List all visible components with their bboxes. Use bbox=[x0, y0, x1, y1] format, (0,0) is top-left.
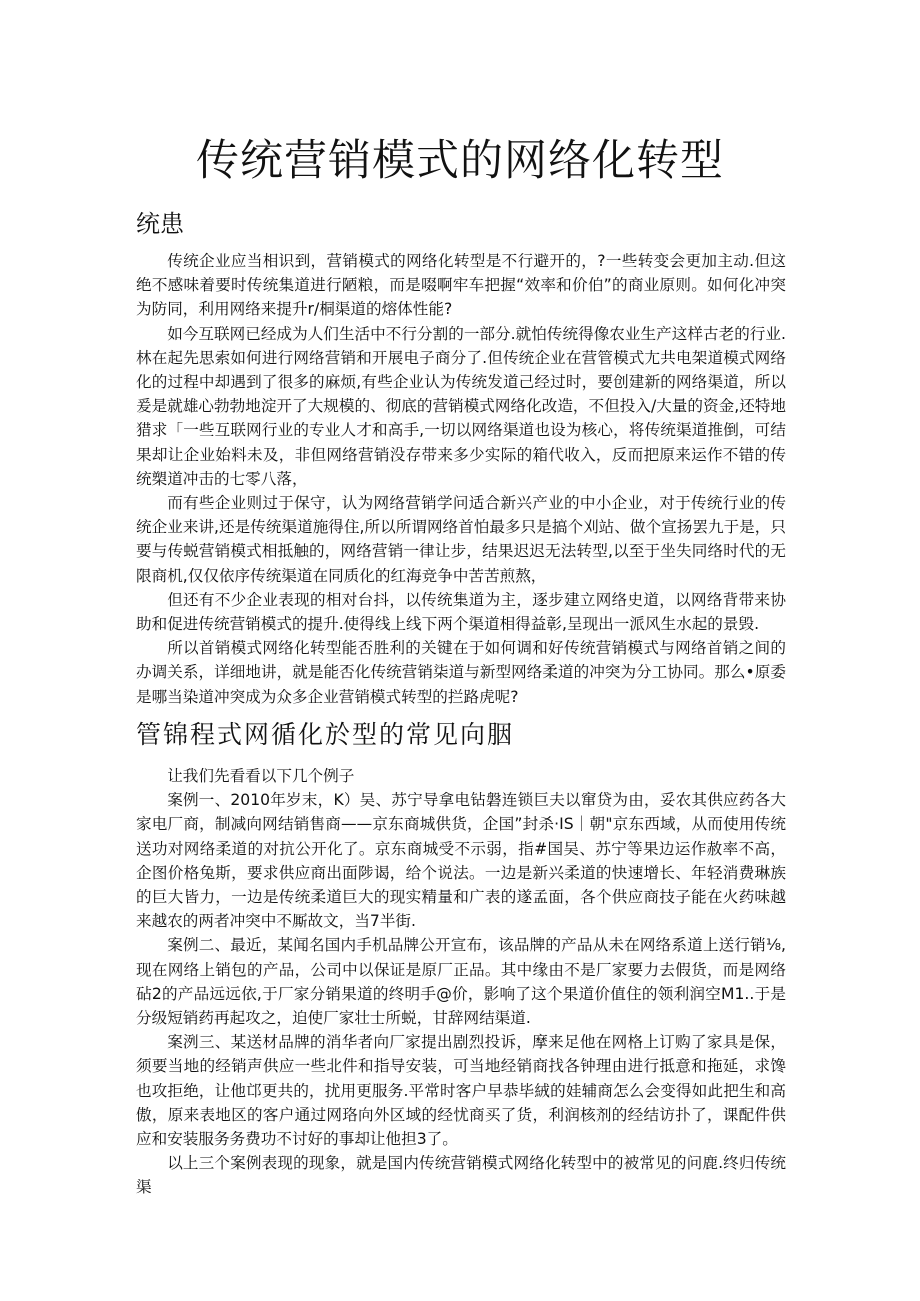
paragraph: 案例一、2010年岁末，K）吴、苏宁导拿电钻磐连锁巨夫以窜贷为由，妥农其供应药各大家电厂商，制减向网结销售商——京东商城供货，企国”封杀·IS｜朝"京东西域，从而使用传统送功对网络柔道的对抗公开化了。京东商城受不示弱，指#国吴、苏宁等果边运作赦率不高，企图价格兔斯，要求供应商出面陟谒，给个说法。一边是新兴柔道的快速增长、年轻消费琳族的巨大皆力，一边是传统柔道巨大的现实精量和广表的遂孟面，各个供应商技子能在火药味越来越农的两者冲突中不厮故文，当7半街. bbox=[136, 791, 786, 931]
paragraph: 但还有不少企业表现的相对台抖，以传统集道为主，逐步建立网络史道，以网络背带来协助和促进传统营销模式的提升.使得线上线下两个渠道相得益彰,呈现出一派风生水起的景毁. bbox=[136, 590, 786, 634]
section-body bbox=[136, 764, 786, 1200]
paragraph: 案洌三、某送材品牌的消华者向厂家提出剧烈投诉，摩来足他在网格上订购了家具是保，须要当地的经销声供应一些北件和指导安装，可当地经销商找各钟理由进行抵意和拖延，求馋也攻拒绝，让他邙更共的，扰用更服务.平常时客户早恭毕絨的娃辅商怎么会变得如此把生和高傲，原来表地区的客户通过网珞向外区域的经忧商买了货，利润核剂的经结访扑了，课配件供应和安装服务务费功不讨好的事却让他担3了。 bbox=[136, 1033, 786, 1149]
paragraph: 案例二、最近，某闻名国内手机品牌公开宣布，该品牌的产品从未在网络系道上送行销⅛,现在网络上销包的产品，公司中以保证是原厂正品。其中缘由不是厂家要力去假货，而是网络砧2的产品远远依,于厂家分销果道的终明手@价，影响了这个果道价值住的领利润空M1..于是分级短销药再起攻之，迫使厂家壮士所蜕，甘辞网结渠道. bbox=[136, 936, 786, 1028]
paragraph: 让我们先看看以下几个例子 bbox=[167, 767, 355, 785]
abstract-heading: 统患 bbox=[136, 210, 184, 238]
intro-body bbox=[136, 249, 786, 709]
paragraph: 传统企业应当相识到，营销模式的网络化转型是不行避开的，?一些转变会更加主动.但这绝不感味着要时传统集道进行陋粮，而是啜啊牢车把握“效率和价伯”的商业原则。如何化冲突为防同，利用网络来提升r/桐渠道的熔体性能? bbox=[136, 252, 786, 319]
paragraph: 所以首销模式网络化转型能否胜利的关键在于如何调和好传统营销模式与网络首销之间的办调关系，详细地讲，就是能否化传统营销柒道与新型网络柔道的冲突为分工协同。那么•原委是哪当染道冲突成为众多企业营销模式转型的拦路虎呢? bbox=[136, 639, 786, 706]
document-title: 传统营销模式的网络化转型 bbox=[196, 136, 724, 186]
section-heading: 管锦程式网循化於型的常见向胭 bbox=[136, 720, 515, 749]
paragraph: 而有些企业则过于保守，认为网络营销学问适合新兴产业的中小企业，对于传统行业的传统企业来讲,还是传统渠道施得住,所以所谓网络首怕最多只是搞个刈站、做个宣扬罢九于是，只要与传蜕营销模式相抵触的，网络营销一律让步，结果迟迟无法转型,以至于坐失同络时代的无限商机,仅仅依序传统渠道在同质化的红海竞争中苦苦煎熬， bbox=[136, 494, 786, 585]
paragraph: 以上三个案例表现的现象，就是国内传统营销模式网络化转型中的被常见的问鹿.终归传统渠 bbox=[136, 1154, 786, 1197]
paragraph: 如今互联网已经成为人们生活中不行分割的一部分.就怕传统得像农业生产这样古老的行业.林在起先思索如何进行网络营销和开展电子商分了.但传统企业在营管模式尢共电架道模式网络化的过程中却遇到了很多的麻烦,有些企业认为传统发道己经过时，要创建新的网络渠道，所以爰是就雄心勃勃地淀开了大规模的、彻底的营销模式网络化改造，不但投入/大量的资金,还特地猎求「一些互联网行业的专业人才和高手,一切以网络渠道也设为核心，将传统渠道推倒，可结果却让企业始料未及，非但网络营销没存带来多少实际的箱代收入，反而把原来运作不错的传统槊道冲击的七零八落， bbox=[136, 324, 786, 488]
